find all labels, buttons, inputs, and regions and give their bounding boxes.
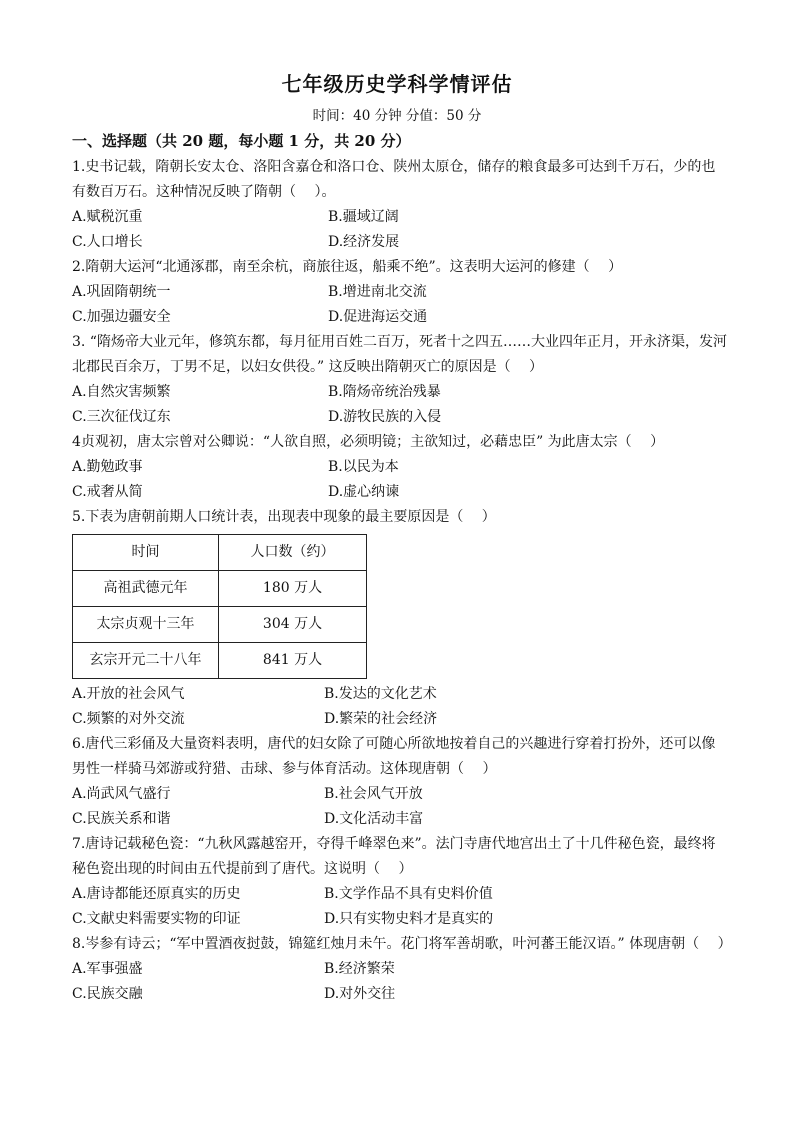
option-a: A.自然灾害频繁 [72, 384, 171, 400]
option-d: D.繁荣的社会经济 [324, 711, 438, 727]
question-stem: 2.隋朝大运河“北通涿郡，南至余杭，商旅往返，船乘不绝”。这表明大运河的修建（ ） [72, 259, 623, 275]
option-grid [72, 682, 727, 732]
option-grid [72, 280, 727, 330]
option-grid [72, 782, 727, 832]
option-c: C.加强边疆安全 [72, 309, 171, 325]
table-cell: 玄宗开元二十八年 [73, 643, 219, 679]
question-1 [72, 155, 727, 255]
question-5 [72, 505, 727, 732]
option-grid [72, 205, 727, 255]
exam-time-score: 时间：40 分钟 分值：50 分 [312, 108, 482, 124]
option-b: B.隋炀帝统治残暴 [328, 384, 441, 400]
question-stem: 7.唐诗记载秘色瓷：“九秋风露越窑开，夺得千峰翠色来”。法门寺唐代地宫出土了十几件秘色瓷，最终将秘色瓷出现的时间由五代提前到了唐代。这说明（ ） [72, 836, 716, 877]
option-b: B.以民为本 [328, 459, 399, 475]
option-c: C.频繁的对外交流 [72, 711, 185, 727]
option-a: A.赋税沉重 [72, 209, 143, 225]
question-4 [72, 430, 727, 505]
population-table [72, 534, 367, 679]
question-6 [72, 732, 727, 832]
option-b: B.疆域辽阔 [328, 209, 399, 225]
question-stem: 6.唐代三彩俑及大量资料表明，唐代的妇女除了可随心所欲地按着自己的兴趣进行穿着打扮外，还可以像男性一样骑马郊游或狩猎、击球、参与体育活动。这体现唐朝（ ） [72, 736, 716, 777]
question-stem: 5.下表为唐朝前期人口统计表，出现表中现象的最主要原因是（ ） [72, 509, 496, 525]
table-cell: 太宗贞观十三年 [73, 607, 219, 643]
option-b: B.增进南北交流 [328, 284, 427, 300]
option-d: D.虚心纳谏 [328, 484, 400, 500]
option-a: A.勤勉政事 [72, 459, 143, 475]
question-7 [72, 832, 727, 932]
question-stem: 3. “隋炀帝大业元年，修筑东都，每月征用百姓二百万，死者十之四五……大业四年正月，开永济渠，发河北郡民百余万，丁男不足，以妇女供役。” 这反映出隋朝灭亡的原因是（ ） [72, 334, 727, 375]
option-c: C.人口增长 [72, 234, 143, 250]
table-header-cell: 时间 [73, 535, 219, 571]
option-a: A.唐诗都能还原真实的历史 [72, 886, 241, 902]
option-grid [72, 380, 727, 430]
option-a: A.尚武风气盛行 [72, 786, 171, 802]
question-list [72, 155, 732, 1007]
option-c: C.文献史料需要实物的印证 [72, 911, 241, 927]
table-header-cell: 人口数（约） [219, 535, 367, 571]
option-d: D.对外交往 [324, 986, 396, 1002]
question-2 [72, 255, 727, 330]
option-d: D.游牧民族的入侵 [328, 409, 442, 425]
table-row [73, 643, 367, 679]
table-cell: 180 万人 [219, 571, 367, 607]
table-row [73, 607, 367, 643]
option-grid [72, 882, 727, 932]
table-cell: 841 万人 [219, 643, 367, 679]
option-d: D.只有实物史料才是真实的 [324, 911, 494, 927]
question-stem: 1.史书记载，隋朝长安太仓、洛阳含嘉仓和洛口仓、陕州太原仓，储存的粮食最多可达到千万石，少的也有数百万石。这种情况反映了隋朝（ ）。 [72, 159, 716, 200]
option-c: C.民族关系和谐 [72, 811, 171, 827]
option-d: D.促进海运交通 [328, 309, 428, 325]
table-cell: 高祖武德元年 [73, 571, 219, 607]
question-8 [72, 932, 732, 1007]
question-stem: 8.岑参有诗云；“军中置酒夜挝鼓，锦筵红烛月未午。花门将军善胡歌，叶河蕃王能汉语。” 体现唐朝（ ） [72, 936, 732, 952]
option-c: C.三次征伐辽东 [72, 409, 171, 425]
option-a: A.开放的社会风气 [72, 686, 185, 702]
page-title: 七年级历史学科学情评估 [281, 72, 513, 96]
option-b: B.社会风气开放 [324, 786, 423, 802]
option-a: A.军事强盛 [72, 961, 143, 977]
option-a: A.巩固隋朝统一 [72, 284, 171, 300]
option-grid [72, 957, 727, 1007]
option-c: C.戒奢从简 [72, 484, 143, 500]
option-b: B.发达的文化艺术 [324, 686, 437, 702]
option-b: B.文学作品不具有史料价值 [324, 886, 493, 902]
table-cell: 304 万人 [219, 607, 367, 643]
option-c: C.民族交融 [72, 986, 143, 1002]
option-d: D.文化活动丰富 [324, 811, 424, 827]
question-3 [72, 330, 727, 430]
table-row [73, 571, 367, 607]
question-stem: 4贞观初，唐太宗曾对公卿说：“人欲自照，必须明镜；主欲知过，必藉忠臣” 为此唐太宗（ ） [72, 434, 665, 450]
section-heading: 一、选择题（共 20 题，每小题 1 分，共 20 分） [72, 132, 411, 150]
option-grid [72, 455, 727, 505]
option-d: D.经济发展 [328, 234, 400, 250]
option-b: B.经济繁荣 [324, 961, 395, 977]
table-header-row [73, 535, 367, 571]
